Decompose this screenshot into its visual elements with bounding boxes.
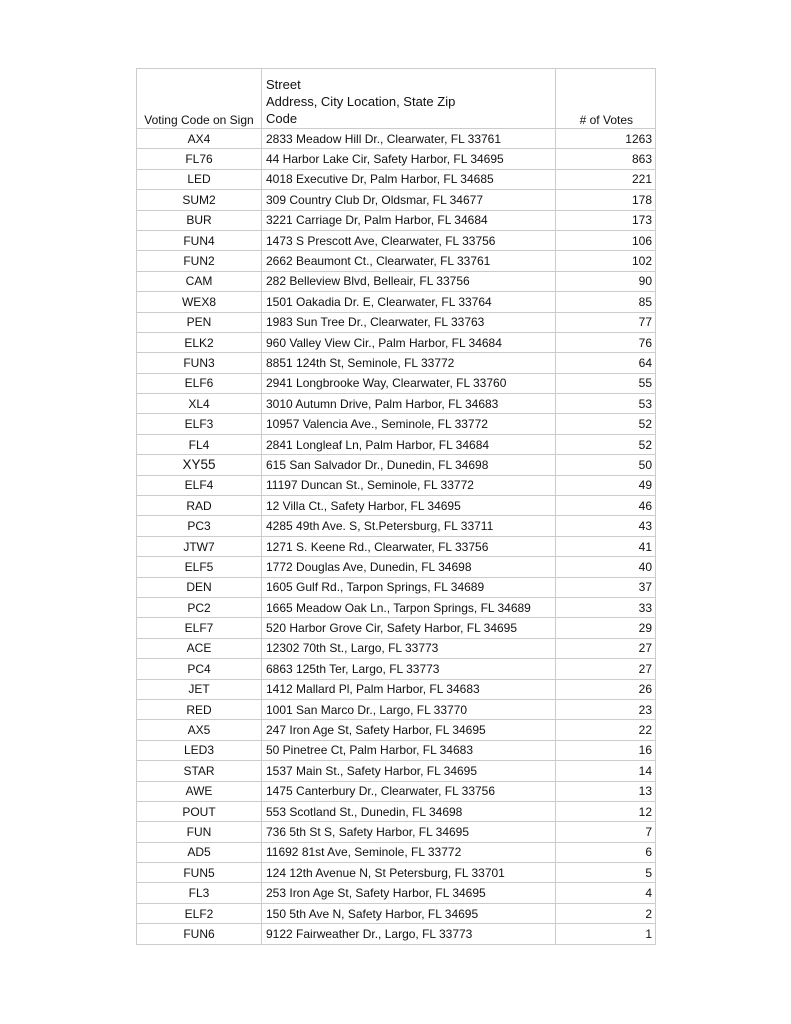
votes-cell: 77 (556, 312, 656, 332)
voting-code-cell: FUN6 (137, 924, 262, 944)
address-cell: 1537 Main St., Safety Harbor, FL 34695 (262, 761, 556, 781)
votes-cell: 22 (556, 720, 656, 740)
header-address (262, 69, 556, 129)
address-cell: 1772 Douglas Ave, Dunedin, FL 34698 (262, 557, 556, 577)
votes-table (136, 68, 656, 945)
table-row (137, 394, 656, 414)
table-row (137, 496, 656, 516)
voting-code-cell: SUM2 (137, 190, 262, 210)
table-row (137, 536, 656, 556)
header-address-line-2: Address, City Location, State Zip (266, 94, 456, 109)
votes-cell: 55 (556, 373, 656, 393)
table-row (137, 373, 656, 393)
table-row (137, 679, 656, 699)
voting-code-cell: PC4 (137, 659, 262, 679)
table-row (137, 638, 656, 658)
address-cell: 4285 49th Ave. S, St.Petersburg, FL 33711 (262, 516, 556, 536)
votes-cell: 106 (556, 230, 656, 250)
address-cell: 12302 70th St., Largo, FL 33773 (262, 638, 556, 658)
address-cell: 1001 San Marco Dr., Largo, FL 33770 (262, 699, 556, 719)
address-cell: 9122 Fairweather Dr., Largo, FL 33773 (262, 924, 556, 944)
address-cell: 44 Harbor Lake Cir, Safety Harbor, FL 34695 (262, 149, 556, 169)
table-header (137, 69, 656, 129)
table-row (137, 863, 656, 883)
voting-code-cell: FUN (137, 822, 262, 842)
votes-cell: 49 (556, 475, 656, 495)
voting-code-cell: CAM (137, 271, 262, 291)
table-row (137, 557, 656, 577)
votes-cell: 90 (556, 271, 656, 291)
voting-code-cell: ACE (137, 638, 262, 658)
address-cell: 736 5th St S, Safety Harbor, FL 34695 (262, 822, 556, 842)
table-row (137, 699, 656, 719)
table-row (137, 761, 656, 781)
votes-cell: 14 (556, 761, 656, 781)
voting-code-cell: FL3 (137, 883, 262, 903)
voting-code-cell: ELF4 (137, 475, 262, 495)
voting-code-cell: LED3 (137, 740, 262, 760)
address-cell: 1983 Sun Tree Dr., Clearwater, FL 33763 (262, 312, 556, 332)
votes-cell: 5 (556, 863, 656, 883)
voting-code-cell: WEX8 (137, 292, 262, 312)
address-cell: 253 Iron Age St, Safety Harbor, FL 34695 (262, 883, 556, 903)
table-row (137, 455, 656, 475)
table-row (137, 720, 656, 740)
votes-cell: 178 (556, 190, 656, 210)
address-cell: 1473 S Prescott Ave, Clearwater, FL 33756 (262, 230, 556, 250)
address-cell: 2833 Meadow Hill Dr., Clearwater, FL 33761 (262, 129, 556, 149)
table-row (137, 312, 656, 332)
voting-code-cell: JTW7 (137, 536, 262, 556)
table-row (137, 597, 656, 617)
table-row (137, 801, 656, 821)
table-row (137, 149, 656, 169)
votes-cell: 33 (556, 597, 656, 617)
address-cell: 615 San Salvador Dr., Dunedin, FL 34698 (262, 455, 556, 475)
votes-cell: 6 (556, 842, 656, 862)
table-row (137, 271, 656, 291)
table-row (137, 924, 656, 944)
table-row (137, 740, 656, 760)
voting-code-cell: FL4 (137, 434, 262, 454)
voting-code-cell: RAD (137, 496, 262, 516)
address-cell: 960 Valley View Cir., Palm Harbor, FL 34684 (262, 332, 556, 352)
address-cell: 12 Villa Ct., Safety Harbor, FL 34695 (262, 496, 556, 516)
header-voting-code: Voting Code on Sign (137, 69, 262, 129)
voting-code-cell: XL4 (137, 394, 262, 414)
votes-cell: 46 (556, 496, 656, 516)
votes-cell: 37 (556, 577, 656, 597)
address-cell: 2941 Longbrooke Way, Clearwater, FL 33760 (262, 373, 556, 393)
table-row (137, 822, 656, 842)
table-row (137, 251, 656, 271)
voting-code-cell: AX5 (137, 720, 262, 740)
votes-cell: 7 (556, 822, 656, 842)
votes-cell: 53 (556, 394, 656, 414)
voting-code-cell: FL76 (137, 149, 262, 169)
address-cell: 1605 Gulf Rd., Tarpon Springs, FL 34689 (262, 577, 556, 597)
table-row (137, 475, 656, 495)
voting-code-cell: DEN (137, 577, 262, 597)
voting-code-cell: ELF6 (137, 373, 262, 393)
table-row (137, 781, 656, 801)
table-row (137, 903, 656, 923)
table-row (137, 210, 656, 230)
address-cell: 4018 Executive Dr, Palm Harbor, FL 34685 (262, 169, 556, 189)
votes-cell: 26 (556, 679, 656, 699)
votes-cell: 76 (556, 332, 656, 352)
address-cell: 1412 Mallard Pl, Palm Harbor, FL 34683 (262, 679, 556, 699)
address-cell: 309 Country Club Dr, Oldsmar, FL 34677 (262, 190, 556, 210)
address-cell: 150 5th Ave N, Safety Harbor, FL 34695 (262, 903, 556, 923)
votes-cell: 16 (556, 740, 656, 760)
voting-code-cell: LED (137, 169, 262, 189)
voting-code-cell: FUN3 (137, 353, 262, 373)
address-cell: 8851 124th St, Seminole, FL 33772 (262, 353, 556, 373)
voting-code-cell: PC2 (137, 597, 262, 617)
address-cell: 10957 Valencia Ave., Seminole, FL 33772 (262, 414, 556, 434)
header-votes: # of Votes (556, 69, 656, 129)
header-address-line-1: Street (266, 77, 301, 92)
votes-cell: 40 (556, 557, 656, 577)
table-row (137, 292, 656, 312)
voting-code-cell: AD5 (137, 842, 262, 862)
table-row (137, 230, 656, 250)
table-row (137, 883, 656, 903)
address-cell: 11692 81st Ave, Seminole, FL 33772 (262, 842, 556, 862)
address-cell: 6863 125th Ter, Largo, FL 33773 (262, 659, 556, 679)
votes-cell: 29 (556, 618, 656, 638)
voting-code-cell: AWE (137, 781, 262, 801)
votes-cell: 173 (556, 210, 656, 230)
table-row (137, 659, 656, 679)
header-row (137, 69, 656, 129)
address-cell: 11197 Duncan St., Seminole, FL 33772 (262, 475, 556, 495)
address-cell: 1501 Oakadia Dr. E, Clearwater, FL 33764 (262, 292, 556, 312)
votes-cell: 102 (556, 251, 656, 271)
address-cell: 3010 Autumn Drive, Palm Harbor, FL 34683 (262, 394, 556, 414)
votes-cell: 1 (556, 924, 656, 944)
table-row (137, 516, 656, 536)
voting-code-cell: RED (137, 699, 262, 719)
votes-cell: 27 (556, 659, 656, 679)
table-body (137, 129, 656, 945)
table-row (137, 577, 656, 597)
voting-code-cell: FUN2 (137, 251, 262, 271)
address-cell: 2662 Beaumont Ct., Clearwater, FL 33761 (262, 251, 556, 271)
votes-cell: 52 (556, 434, 656, 454)
votes-cell: 4 (556, 883, 656, 903)
votes-cell: 85 (556, 292, 656, 312)
votes-cell: 1263 (556, 129, 656, 149)
votes-cell: 13 (556, 781, 656, 801)
address-cell: 553 Scotland St., Dunedin, FL 34698 (262, 801, 556, 821)
votes-cell: 50 (556, 455, 656, 475)
voting-code-cell: ELK2 (137, 332, 262, 352)
address-cell: 1475 Canterbury Dr., Clearwater, FL 33756 (262, 781, 556, 801)
voting-code-cell: BUR (137, 210, 262, 230)
address-cell: 2841 Longleaf Ln, Palm Harbor, FL 34684 (262, 434, 556, 454)
voting-code-cell: STAR (137, 761, 262, 781)
votes-cell: 41 (556, 536, 656, 556)
address-cell: 3221 Carriage Dr, Palm Harbor, FL 34684 (262, 210, 556, 230)
table-row (137, 190, 656, 210)
votes-cell: 27 (556, 638, 656, 658)
address-cell: 247 Iron Age St, Safety Harbor, FL 34695 (262, 720, 556, 740)
table-row (137, 414, 656, 434)
address-cell: 124 12th Avenue N, St Petersburg, FL 33701 (262, 863, 556, 883)
votes-cell: 12 (556, 801, 656, 821)
voting-code-cell: PEN (137, 312, 262, 332)
voting-code-cell: XY55 (137, 455, 262, 475)
address-cell: 1271 S. Keene Rd., Clearwater, FL 33756 (262, 536, 556, 556)
address-cell: 520 Harbor Grove Cir, Safety Harbor, FL 34695 (262, 618, 556, 638)
table-row (137, 353, 656, 373)
table-row (137, 618, 656, 638)
votes-cell: 52 (556, 414, 656, 434)
votes-cell: 23 (556, 699, 656, 719)
votes-cell: 863 (556, 149, 656, 169)
table-row (137, 434, 656, 454)
voting-code-cell: FUN5 (137, 863, 262, 883)
address-cell: 50 Pinetree Ct, Palm Harbor, FL 34683 (262, 740, 556, 760)
voting-code-cell: AX4 (137, 129, 262, 149)
voting-code-cell: PC3 (137, 516, 262, 536)
voting-code-cell: ELF7 (137, 618, 262, 638)
table-row (137, 129, 656, 149)
table-row (137, 169, 656, 189)
address-cell: 1665 Meadow Oak Ln., Tarpon Springs, FL 34689 (262, 597, 556, 617)
header-address-line-3: Code (266, 111, 298, 126)
voting-code-cell: ELF2 (137, 903, 262, 923)
votes-cell: 221 (556, 169, 656, 189)
table-row (137, 332, 656, 352)
voting-code-cell: JET (137, 679, 262, 699)
votes-cell: 2 (556, 903, 656, 923)
address-cell: 282 Belleview Blvd, Belleair, FL 33756 (262, 271, 556, 291)
voting-code-cell: POUT (137, 801, 262, 821)
voting-code-cell: ELF3 (137, 414, 262, 434)
table-row (137, 842, 656, 862)
votes-cell: 64 (556, 353, 656, 373)
votes-cell: 43 (556, 516, 656, 536)
voting-code-cell: FUN4 (137, 230, 262, 250)
voting-code-cell: ELF5 (137, 557, 262, 577)
